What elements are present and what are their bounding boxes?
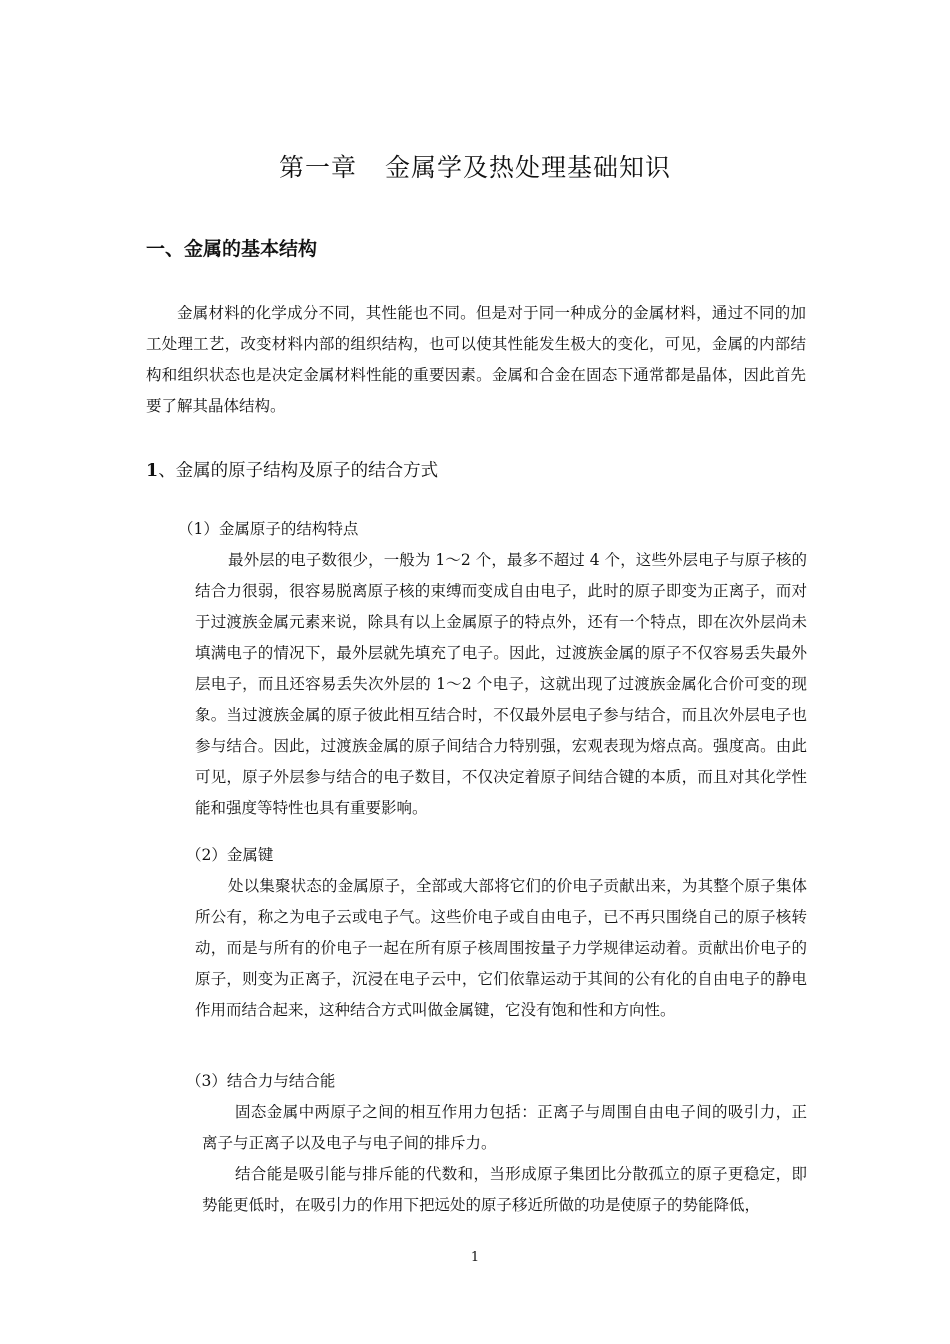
- section-intro-paragraph: 金属材料的化学成分不同，其性能也不同。但是对于同一种成分的金属材料，通过不同的加工处理工艺，改变材料内部的组织结构，也可以使其性能发生极大的变化，可见，金属的内部结构和组织状态也是决定金属材料性能的重要因素。金属和合金在固态下通常都是晶体，因此首先要了解其晶体结构。: [146, 304, 806, 415]
- page-number: 1: [470, 1250, 480, 1265]
- item-heading-metallic-bond: （2）金属键: [186, 846, 274, 864]
- subsection-title: [146, 457, 438, 482]
- chapter-title: [0, 148, 950, 184]
- section-title: 一、金属的基本结构: [146, 238, 318, 260]
- item-paragraph-atomic-structure: 最外层的电子数很少，一般为 1～2 个，最多不超过 4 个，这些外层电子与原子核的结合力很弱，很容易脱离原子核的束缚而变成自由电子，此时的原子即变为正离子，而对于过渡族金属元素来说，除具有以上金属原子的特点外，还有一个特点，即在次外层尚未填满电子的情况下，最外层就先填充了电子。因此，过渡族金属的原子不仅容易丢失最外层电子，而且还容易丢失次外层的 1～2 个电子，这就出现了过渡族金属化合价可变的现象。当过渡族金属的原子彼此相互结合时，不仅最外层电子参与结合，而且次外层电子也参与结合。因此，过渡族金属的原子间结合力特别强，宏观表现为熔点高。强度高。由此可见，原子外层参与结合的电子数目，不仅决定着原子间结合键的本质，而且对其化学性能和强度等特性也具有重要影响。: [195, 551, 807, 817]
- item-paragraph-binding-energy: 结合能是吸引能与排斥能的代数和，当形成原子集团比分散孤立的原子更稳定，即势能更低时，在吸引力的作用下把远处的原子移近所做的功是使原子的势能降低，: [202, 1165, 807, 1214]
- item-heading-atomic-structure: （1）金属原子的结构特点: [178, 520, 359, 538]
- item-paragraph-binding-force: 固态金属中两原子之间的相互作用力包括：正离子与周围自由电子间的吸引力，正离子与正离子以及电子与电子间的排斥力。: [202, 1103, 807, 1152]
- subsection-number: 1: [146, 461, 159, 481]
- chapter-name: 金属学及热处理基础知识: [385, 153, 672, 182]
- item-paragraph-metallic-bond: 处以集聚状态的金属原子，全部或大部将它们的价电子贡献出来，为其整个原子集体所公有，称之为电子云或电子气。这些价电子或自由电子，已不再只围绕自己的原子核转动，而是与所有的价电子一起在所有原子核周围按量子力学规律运动着。贡献出价电子的原子，则变为正离子，沉浸在电子云中，它们依靠运动于其间的公有化的自由电子的静电作用而结合起来，这种结合方式叫做金属键，它没有饱和性和方向性。: [195, 877, 807, 1019]
- chapter-number: 第一章: [278, 153, 357, 182]
- subsection-name: 、金属的原子结构及原子的结合方式: [158, 461, 439, 481]
- item-heading-binding-force: （3）结合力与结合能: [186, 1072, 336, 1090]
